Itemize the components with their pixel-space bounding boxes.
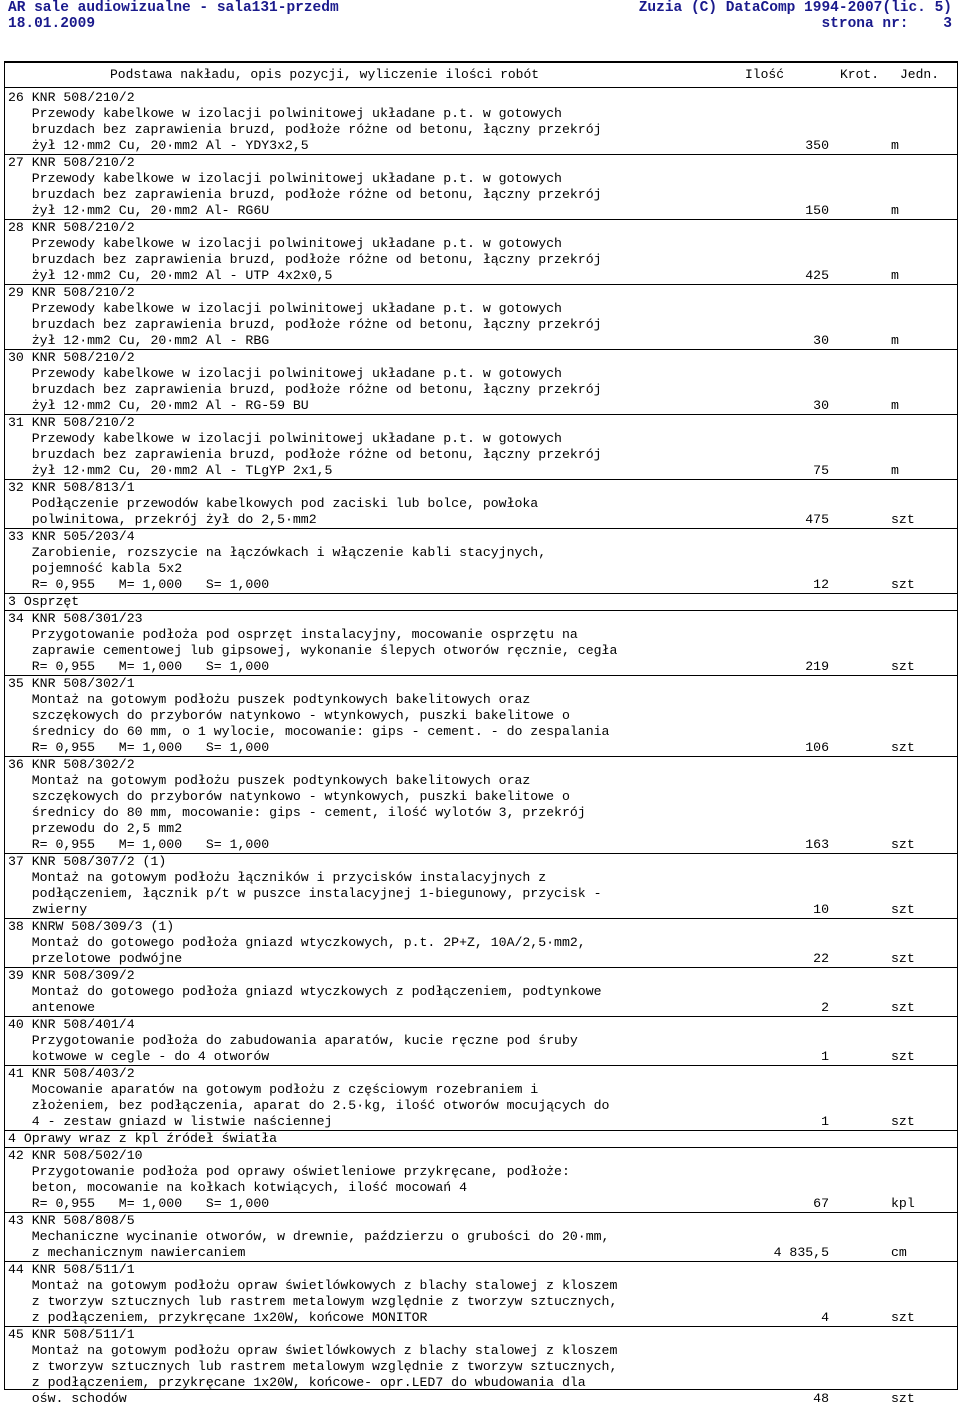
item-description-line <box>5 1180 957 1196</box>
item-unit: szt <box>891 1000 915 1015</box>
table-row <box>5 220 957 284</box>
item-code-line <box>5 1262 957 1278</box>
item-text: szczękowych do przyborów natynkowo - wtynkowych, puszki bakelitowe o <box>8 789 570 804</box>
item-text: szczękowych do przyborów natynkowo - wtynkowych, puszki bakelitowe o <box>8 708 570 723</box>
item-text: Montaż do gotowego podłoża gniazd wtyczkowych z podłączeniem, podtynkowe <box>8 984 602 999</box>
item-quantity: 48 <box>813 1391 829 1406</box>
item-unit: szt <box>891 1391 915 1406</box>
table-row <box>5 415 957 479</box>
item-description-line <box>5 1375 957 1391</box>
item-quantity: 1 <box>821 1049 829 1064</box>
item-code-line <box>5 220 957 236</box>
item-text: pojemność kabla 5x2 <box>8 561 183 576</box>
item-description-line <box>5 1082 957 1098</box>
item-description-line <box>5 773 957 789</box>
item-code-line <box>5 854 957 870</box>
item-unit: m <box>891 398 899 413</box>
item-description-line <box>5 708 957 724</box>
item-quantity: 2 <box>821 1000 829 1015</box>
item-text: zwierny <box>8 902 88 917</box>
item-unit: m <box>891 268 899 283</box>
item-text: Montaż na gotowym podłożu opraw świetlówkowych z blachy stalowej z kloszem <box>8 1343 618 1358</box>
item-quantity: 67 <box>813 1196 829 1211</box>
item-description-line <box>5 659 957 675</box>
item-code-line <box>5 350 957 366</box>
item-text: Montaż do gotowego podłoża gniazd wtyczkowych, p.t. 2P+Z, 10A/2,5·mm2, <box>8 935 586 950</box>
item-text: R= 0,955 M= 1,000 S= 1,000 <box>8 659 270 674</box>
table-row <box>5 285 957 349</box>
page-number: strona nr: 3 <box>821 16 952 32</box>
item-text: Podłączenie przewodów kabelkowych pod zaciski lub bolce, powłoka <box>8 496 539 511</box>
item-text: Przewody kabelkowe w izolacji polwinitowej układane p.t. w gotowych <box>8 301 562 316</box>
table-row <box>5 480 957 528</box>
item-text: Montaż na gotowym podłożu łączników i przycisków instalacyjnych z <box>8 870 547 885</box>
table-row <box>5 968 957 1016</box>
item-text: 40 KNR 508/401/4 <box>8 1017 135 1032</box>
item-text: R= 0,955 M= 1,000 S= 1,000 <box>8 577 270 592</box>
item-description-line <box>5 496 957 512</box>
item-text: Mechaniczne wycinanie otworów, w drewnie, paździerzu o grubości do 20·mm, <box>8 1229 610 1244</box>
item-description-line <box>5 398 957 414</box>
item-unit: m <box>891 203 899 218</box>
item-code-line <box>5 1148 957 1164</box>
item-description-line <box>5 1391 957 1407</box>
item-unit: szt <box>891 577 915 592</box>
item-quantity: 425 <box>805 268 829 283</box>
table-row <box>5 1148 957 1212</box>
item-text: z mechanicznym nawiercaniem <box>8 1245 246 1260</box>
item-text: żył 12·mm2 Cu, 20·mm2 Al - UTP 4x2x0,5 <box>8 268 333 283</box>
table-row <box>5 611 957 675</box>
item-code-line <box>5 919 957 935</box>
item-description-line <box>5 301 957 317</box>
table-row <box>5 1213 957 1261</box>
item-quantity: 150 <box>805 203 829 218</box>
item-description-line <box>5 171 957 187</box>
item-description-line <box>5 252 957 268</box>
item-text: R= 0,955 M= 1,000 S= 1,000 <box>8 1196 270 1211</box>
item-text: Montaż na gotowym podłożu puszek podtynkowych bakelitowych oraz <box>8 692 531 707</box>
item-text: 37 KNR 508/307/2 (1) <box>8 854 167 869</box>
item-code-line <box>5 968 957 984</box>
item-description-line <box>5 187 957 203</box>
item-text: antenowe <box>8 1000 96 1015</box>
item-text: 32 KNR 508/813/1 <box>8 480 135 495</box>
item-description-line <box>5 1049 957 1065</box>
item-code-line <box>5 1213 957 1229</box>
item-description-line <box>5 1164 957 1180</box>
item-unit: szt <box>891 1049 915 1064</box>
item-description-line <box>5 902 957 918</box>
item-text: Montaż na gotowym podłożu opraw świetlówkowych z blachy stalowej z kloszem <box>8 1278 618 1293</box>
item-description-line <box>5 317 957 333</box>
item-text: Zarobienie, rozszycie na łączówkach i włączenie kabli stacyjnych, <box>8 545 547 560</box>
software-info: Zuzia (C) DataComp 1994-2007(lic. 5) <box>638 0 952 16</box>
item-text: podłączeniem, łącznik p/t w puszce instalacyjnej 1-biegunowy, przycisk - <box>8 886 602 901</box>
item-unit: cm <box>891 1245 907 1260</box>
item-code-line <box>5 415 957 431</box>
item-unit: szt <box>891 837 915 852</box>
table-row <box>5 676 957 756</box>
item-text: 28 KNR 508/210/2 <box>8 220 135 235</box>
item-description-line <box>5 1114 957 1130</box>
table-row <box>5 1262 957 1326</box>
item-text: 42 KNR 508/502/10 <box>8 1148 143 1163</box>
item-description-line <box>5 203 957 219</box>
item-code-line <box>5 529 957 545</box>
item-text: bruzdach bez zaprawienia bruzd, podłoże różne od betonu, łączny przekrój <box>8 187 602 202</box>
item-description-line <box>5 1359 957 1375</box>
item-text: przewodu do 2,5 mm2 <box>8 821 183 836</box>
item-description-line <box>5 1033 957 1049</box>
item-text: 33 KNR 505/203/4 <box>8 529 135 544</box>
table-row <box>5 1327 957 1407</box>
item-description-line <box>5 1229 957 1245</box>
item-description-line <box>5 1196 957 1212</box>
column-description: Podstawa nakładu, opis pozycji, wyliczenie ilości robót <box>110 67 540 82</box>
item-text: Przewody kabelkowe w izolacji polwinitowej układane p.t. w gotowych <box>8 366 562 381</box>
item-code-line <box>5 480 957 496</box>
table-row <box>5 757 957 853</box>
item-text: z tworzyw sztucznych lub rastrem metalowym względnie z tworzyw sztucznych, <box>8 1359 618 1374</box>
item-description-line <box>5 366 957 382</box>
page-header <box>8 0 952 40</box>
item-text: żył 12·mm2 Cu, 20·mm2 Al - RG-59 BU <box>8 398 309 413</box>
item-quantity: 4 <box>821 1310 829 1325</box>
item-text: z tworzyw sztucznych lub rastrem metalowym względnie z tworzyw sztucznych, <box>8 1294 618 1309</box>
item-text: 43 KNR 508/808/5 <box>8 1213 135 1228</box>
item-description-line <box>5 1310 957 1326</box>
item-description-line <box>5 577 957 593</box>
item-code-line <box>5 1066 957 1082</box>
document-title: AR sale audiowizualne - sala131-przedm <box>8 0 339 16</box>
table-header <box>5 63 957 87</box>
section-heading <box>5 1131 957 1147</box>
item-text: żył 12·mm2 Cu, 20·mm2 Al- RG6U <box>8 203 270 218</box>
item-text: 39 KNR 508/309/2 <box>8 968 135 983</box>
item-quantity: 10 <box>813 902 829 917</box>
item-text: z podłączeniem, przykręcane 1x20W, końcowe MONITOR <box>8 1310 428 1325</box>
item-text: 31 KNR 508/210/2 <box>8 415 135 430</box>
item-description-line <box>5 886 957 902</box>
cost-table <box>4 61 958 1406</box>
item-text: złożeniem, bez podłączenia, aparat do 2.5·kg, ilość otworów mocujących do <box>8 1098 610 1113</box>
item-text: 34 KNR 508/301/23 <box>8 611 143 626</box>
item-code-line <box>5 757 957 773</box>
item-text: 38 KNRW 508/309/3 (1) <box>8 919 175 934</box>
item-code-line <box>5 1327 957 1343</box>
item-text: żył 12·mm2 Cu, 20·mm2 Al - RBG <box>8 333 270 348</box>
item-text: polwinitowa, przekrój żył do 2,5·mm2 <box>8 512 317 527</box>
table-row <box>5 350 957 414</box>
item-text: 44 KNR 508/511/1 <box>8 1262 135 1277</box>
table-row <box>5 854 957 918</box>
item-text: 35 KNR 508/302/1 <box>8 676 135 691</box>
item-text: bruzdach bez zaprawienia bruzd, podłoże różne od betonu, łączny przekrój <box>8 122 602 137</box>
section-heading <box>5 594 957 610</box>
item-quantity: 350 <box>805 138 829 153</box>
item-description-line <box>5 805 957 821</box>
item-description-line <box>5 870 957 886</box>
item-description-line <box>5 692 957 708</box>
item-description-line <box>5 627 957 643</box>
table-row <box>5 529 957 593</box>
item-quantity: 106 <box>805 740 829 755</box>
item-text: kotwowe w cegle - do 4 otworów <box>8 1049 270 1064</box>
table-body <box>5 90 957 1407</box>
table-row <box>5 1017 957 1065</box>
item-unit: kpl <box>891 1196 915 1211</box>
item-description-line <box>5 382 957 398</box>
item-description-line <box>5 821 957 837</box>
item-quantity: 475 <box>805 512 829 527</box>
item-description-line <box>5 643 957 659</box>
item-quantity: 163 <box>805 837 829 852</box>
item-text: 27 KNR 508/210/2 <box>8 155 135 170</box>
item-text: 45 KNR 508/511/1 <box>8 1327 135 1342</box>
item-text: 29 KNR 508/210/2 <box>8 285 135 300</box>
item-quantity: 30 <box>813 398 829 413</box>
header-divider <box>5 87 957 88</box>
item-unit: szt <box>891 659 915 674</box>
item-description-line <box>5 837 957 853</box>
item-text: R= 0,955 M= 1,000 S= 1,000 <box>8 837 270 852</box>
item-unit: m <box>891 333 899 348</box>
item-text: bruzdach bez zaprawienia bruzd, podłoże różne od betonu, łączny przekrój <box>8 447 602 462</box>
item-text: Przewody kabelkowe w izolacji polwinitowej układane p.t. w gotowych <box>8 171 562 186</box>
item-quantity: 219 <box>805 659 829 674</box>
item-code-line <box>5 611 957 627</box>
item-quantity: 12 <box>813 577 829 592</box>
item-description-line <box>5 122 957 138</box>
item-text: przelotowe podwójne <box>8 951 183 966</box>
item-text: Przygotowanie podłoża do zabudowania aparatów, kucie ręczne pod śruby <box>8 1033 578 1048</box>
item-description-line <box>5 545 957 561</box>
item-text: beton, mocowanie na kołkach kotwiących, ilość mocowań 4 <box>8 1180 467 1195</box>
item-description-line <box>5 1294 957 1310</box>
document-date: 18.01.2009 <box>8 16 96 32</box>
item-code-line <box>5 90 957 106</box>
item-description-line <box>5 447 957 463</box>
item-description-line <box>5 740 957 756</box>
item-description-line <box>5 1245 957 1261</box>
item-text: Przygotowanie podłoża pod osprzęt instalacyjny, mocowanie osprzętu na <box>8 627 578 642</box>
item-quantity: 22 <box>813 951 829 966</box>
item-text: bruzdach bez zaprawienia bruzd, podłoże różne od betonu, łączny przekrój <box>8 317 602 332</box>
item-description-line <box>5 138 957 154</box>
item-text: 30 KNR 508/210/2 <box>8 350 135 365</box>
item-description-line <box>5 935 957 951</box>
column-unit: Jedn. <box>900 67 940 82</box>
table-row <box>5 1066 957 1130</box>
column-quantity: Ilość <box>745 67 785 82</box>
section-title: 4 Oprawy wraz z kpl źródeł światła <box>8 1131 278 1146</box>
item-text: żył 12·mm2 Cu, 20·mm2 Al - TLgYP 2x1,5 <box>8 463 333 478</box>
item-text: ośw. schodów <box>8 1391 127 1406</box>
item-description-line <box>5 333 957 349</box>
section-title: 3 Osprzęt <box>8 594 80 609</box>
item-description-line <box>5 1278 957 1294</box>
item-text: 41 KNR 508/403/2 <box>8 1066 135 1081</box>
item-text: zaprawie cementowej lub gipsowej, wykonanie ślepych otworów ręcznie, cegła <box>8 643 618 658</box>
item-unit: m <box>891 138 899 153</box>
item-description-line <box>5 268 957 284</box>
item-description-line <box>5 106 957 122</box>
item-description-line <box>5 724 957 740</box>
item-description-line <box>5 1000 957 1016</box>
item-description-line <box>5 984 957 1000</box>
item-quantity: 75 <box>813 463 829 478</box>
item-text: Przewody kabelkowe w izolacji polwinitowej układane p.t. w gotowych <box>8 236 562 251</box>
item-quantity: 30 <box>813 333 829 348</box>
item-description-line <box>5 951 957 967</box>
item-quantity: 1 <box>821 1114 829 1129</box>
table-row <box>5 919 957 967</box>
item-text: 4 - zestaw gniazd w listwie naściennej <box>8 1114 333 1129</box>
item-code-line <box>5 155 957 171</box>
item-unit: szt <box>891 1114 915 1129</box>
item-unit: szt <box>891 1310 915 1325</box>
item-text: 36 KNR 508/302/2 <box>8 757 135 772</box>
item-unit: szt <box>891 951 915 966</box>
item-unit: m <box>891 463 899 478</box>
item-text: R= 0,955 M= 1,000 S= 1,000 <box>8 740 270 755</box>
item-text: bruzdach bez zaprawienia bruzd, podłoże różne od betonu, łączny przekrój <box>8 252 602 267</box>
item-text: Mocowanie aparatów na gotowym podłożu z częściowym rozebraniem i <box>8 1082 539 1097</box>
item-description-line <box>5 1098 957 1114</box>
item-text: 26 KNR 508/210/2 <box>8 90 135 105</box>
item-description-line <box>5 789 957 805</box>
item-code-line <box>5 1017 957 1033</box>
item-description-line <box>5 1343 957 1359</box>
item-description-line <box>5 512 957 528</box>
item-description-line <box>5 431 957 447</box>
item-unit: szt <box>891 902 915 917</box>
column-rate: Krot. <box>840 67 880 82</box>
item-text: Przewody kabelkowe w izolacji polwinitowej układane p.t. w gotowych <box>8 431 562 446</box>
item-description-line <box>5 561 957 577</box>
table-row <box>5 90 957 154</box>
item-text: żył 12·mm2 Cu, 20·mm2 Al - YDY3x2,5 <box>8 138 309 153</box>
item-text: bruzdach bez zaprawienia bruzd, podłoże różne od betonu, łączny przekrój <box>8 382 602 397</box>
item-description-line <box>5 236 957 252</box>
item-quantity: 4 835,5 <box>773 1245 829 1260</box>
item-text: Montaż na gotowym podłożu puszek podtynkowych bakelitowych oraz <box>8 773 531 788</box>
item-code-line <box>5 676 957 692</box>
item-text: średnicy do 60 mm, o 1 wylocie, mocowanie: gips - cement. - do zespalania <box>8 724 610 739</box>
table-row <box>5 155 957 219</box>
item-text: Przygotowanie podłoża pod oprawy oświetleniowe przykręcane, podłoże: <box>8 1164 570 1179</box>
item-description-line <box>5 463 957 479</box>
item-unit: szt <box>891 512 915 527</box>
item-text: z podłączeniem, przykręcane 1x20W, końcowe- opr.LED7 do wbudowania dla <box>8 1375 586 1390</box>
item-unit: szt <box>891 740 915 755</box>
item-code-line <box>5 285 957 301</box>
item-text: Przewody kabelkowe w izolacji polwinitowej układane p.t. w gotowych <box>8 106 562 121</box>
item-text: średnicy do 80 mm, mocowanie: gips - cement, ilość wylotów 3, przekrój <box>8 805 586 820</box>
